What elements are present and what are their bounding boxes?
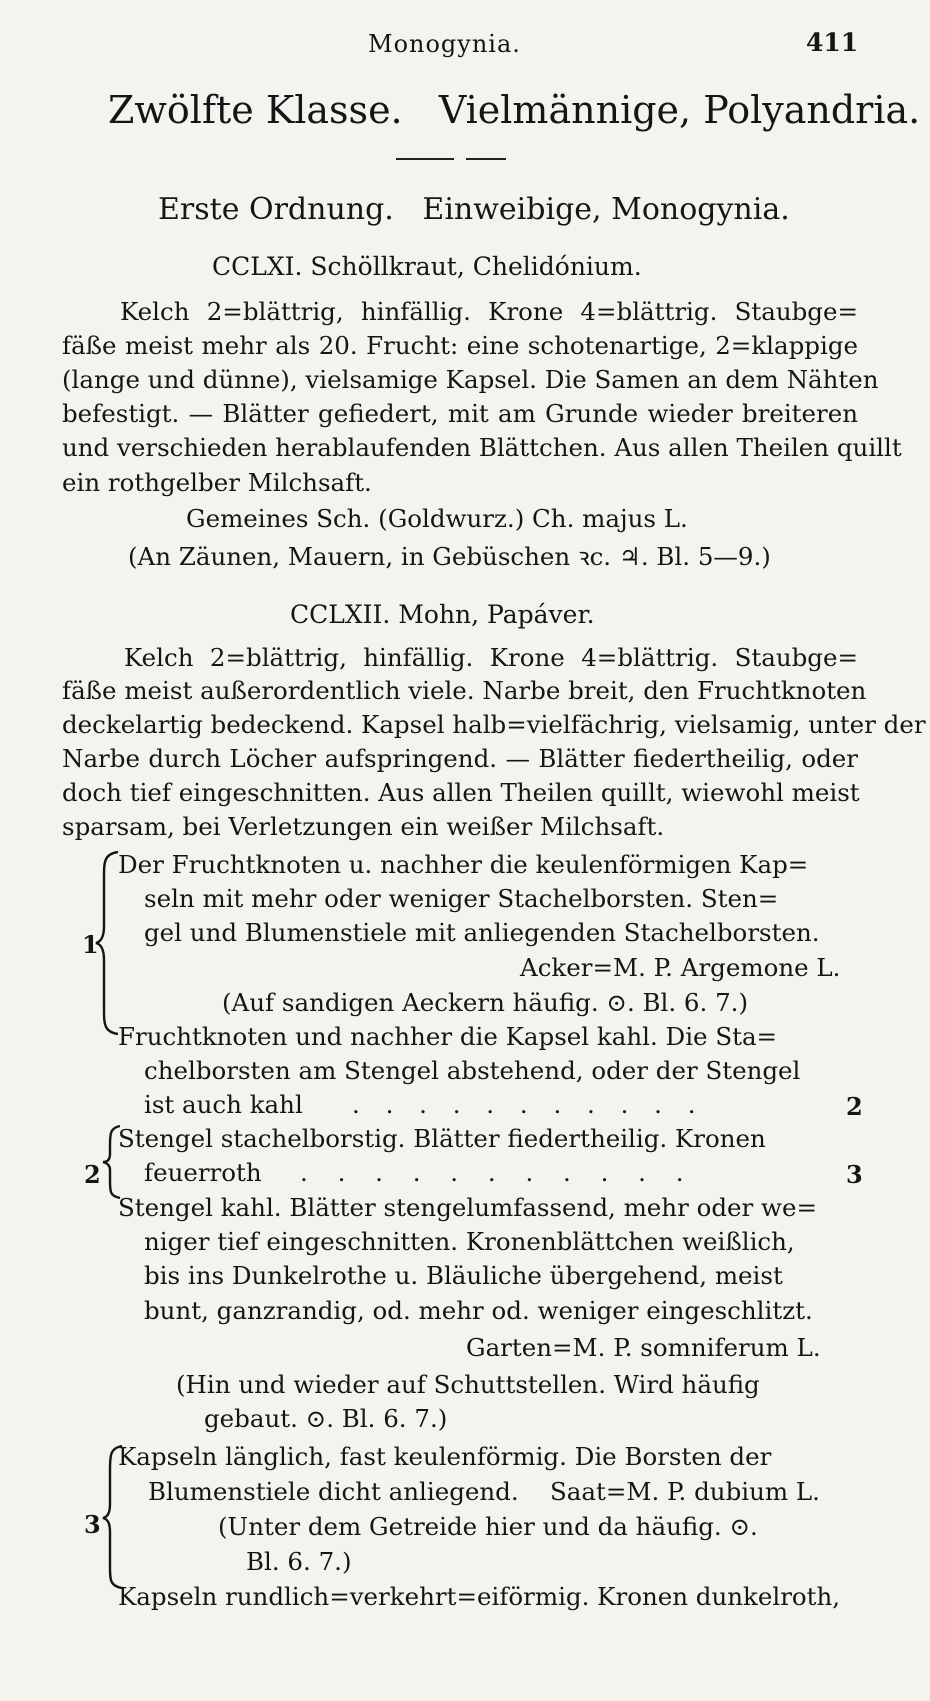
genus2-text-line: fäße meist außerordentlich viele. Narbe breit, den Fruchtknoten — [62, 676, 867, 705]
running-title: Monogynia. — [368, 30, 521, 58]
key1b-leader-dots: . . . . . . . . . . . — [352, 1090, 705, 1119]
key2a-goto-number: 3 — [846, 1160, 863, 1189]
genus2-text-line: deckelartig bedeckend. Kapsel halb=vielfächrig, vielsamig, unter der — [62, 710, 926, 739]
key2b-line: niger tief eingeschnitten. Kronenblättchen weißlich, — [144, 1227, 795, 1256]
key2b-line: Stengel kahl. Blätter stengelumfassend, mehr oder we= — [118, 1193, 818, 1222]
key1a-line: Der Fruchtknoten u. nachher die keulenförmigen Kap= — [118, 850, 809, 879]
key1b-goto-number: 2 — [846, 1092, 863, 1121]
key1a-line: gel und Blumenstiele mit anliegenden Stachelborsten. — [144, 918, 820, 947]
habitat-chelidonium-majus: (An Zäunen, Mauern, in Gebüschen ꝛc. ♃. Bl. 5—9.) — [128, 542, 771, 571]
key2a-leader-dots: . . . . . . . . . . . — [300, 1158, 695, 1187]
heading-rule-right — [466, 158, 506, 160]
species-chelidonium-majus: Gemeines Sch. (Goldwurz.) Ch. majus L. — [186, 504, 688, 533]
key3a-line: Kapseln länglich, fast keulenförmig. Die Borsten der — [118, 1442, 772, 1471]
key2-number: 2 — [84, 1160, 101, 1189]
genus-heading-chelidonium: CCLXI. Schöllkraut, Chelidónium. — [212, 252, 642, 281]
key1b-line: chelborsten am Stengel abstehend, oder der Stengel — [144, 1056, 801, 1085]
genus2-text-line: sparsam, bei Verletzungen ein weißer Milchsaft. — [62, 812, 665, 841]
key1a-line: seln mit mehr oder weniger Stachelborsten. Sten= — [144, 884, 779, 913]
genus1-text-line: und verschieden herablaufenden Blättchen. Aus allen Theilen quillt — [62, 433, 902, 462]
habitat-papaver-somniferum: (Hin und wieder auf Schuttstellen. Wird häufig — [176, 1370, 760, 1399]
class-heading: Zwölfte Klasse. Vielmännige, Polyandria. — [108, 88, 921, 132]
genus2-text-line: doch tief eingeschnitten. Aus allen Theilen quillt, wiewohl meist — [62, 778, 860, 807]
species-papaver-argemone: Acker=M. P. Argemone L. — [520, 953, 841, 982]
genus2-text-line: Narbe durch Löcher aufspringend. — Blätter fiedertheilig, oder — [62, 744, 858, 773]
key3a-line: Blumenstiele dicht anliegend. — [148, 1477, 519, 1506]
key2b-line: bis ins Dunkelrothe u. Bläuliche übergehend, meist — [144, 1261, 783, 1290]
genus2-text-line: Kelch 2=blättrig, hinfällig. Krone 4=blättrig. Staubge= — [124, 643, 858, 672]
key3-number: 3 — [84, 1510, 101, 1539]
habitat-papaver-dubium: Bl. 6. 7.) — [246, 1547, 352, 1576]
order-heading: Erste Ordnung. Einweibige, Monogynia. — [158, 192, 790, 227]
habitat-papaver-somniferum: gebaut. ⊙. Bl. 6. 7.) — [204, 1404, 448, 1433]
key1b-last-line: ist auch kahl — [144, 1090, 303, 1119]
key1b-line: Fruchtknoten und nachher die Kapsel kahl. Die Sta= — [118, 1022, 778, 1051]
genus1-text-line: (lange und dünne), vielsamige Kapsel. Die Samen an dem Nähten — [62, 365, 879, 394]
key2a-last-line: feuerroth — [144, 1158, 262, 1187]
key2a-line: Stengel stachelborstig. Blätter fiedertheilig. Kronen — [118, 1124, 766, 1153]
heading-rule-left — [396, 158, 454, 160]
species-papaver-somniferum: Garten=M. P. somniferum L. — [466, 1333, 821, 1362]
page-number: 411 — [806, 28, 859, 57]
genus1-text-line: fäße meist mehr als 20. Frucht: eine schotenartige, 2=klappige — [62, 331, 858, 360]
key1-number: 1 — [82, 930, 99, 959]
habitat-papaver-dubium: (Unter dem Getreide hier und da häufig. ⊙. — [218, 1512, 758, 1541]
key2b-line: bunt, ganzrandig, od. mehr od. weniger eingeschlitzt. — [144, 1296, 813, 1325]
habitat-papaver-argemone: (Auf sandigen Aeckern häufig. ⊙. Bl. 6. 7.) — [222, 988, 749, 1017]
species-papaver-dubium: Saat=M. P. dubium L. — [550, 1477, 820, 1506]
genus1-text-line: ein rothgelber Milchsaft. — [62, 468, 372, 497]
genus1-text-line: befestigt. — Blätter gefiedert, mit am Grunde wieder breiteren — [62, 399, 858, 428]
genus1-text-line: Kelch 2=blättrig, hinfällig. Krone 4=blättrig. Staubge= — [120, 297, 858, 326]
genus-heading-papaver: CCLXII. Mohn, Papáver. — [290, 600, 595, 629]
key3b-line: Kapseln rundlich=verkehrt=eiförmig. Kronen dunkelroth, — [118, 1582, 841, 1611]
